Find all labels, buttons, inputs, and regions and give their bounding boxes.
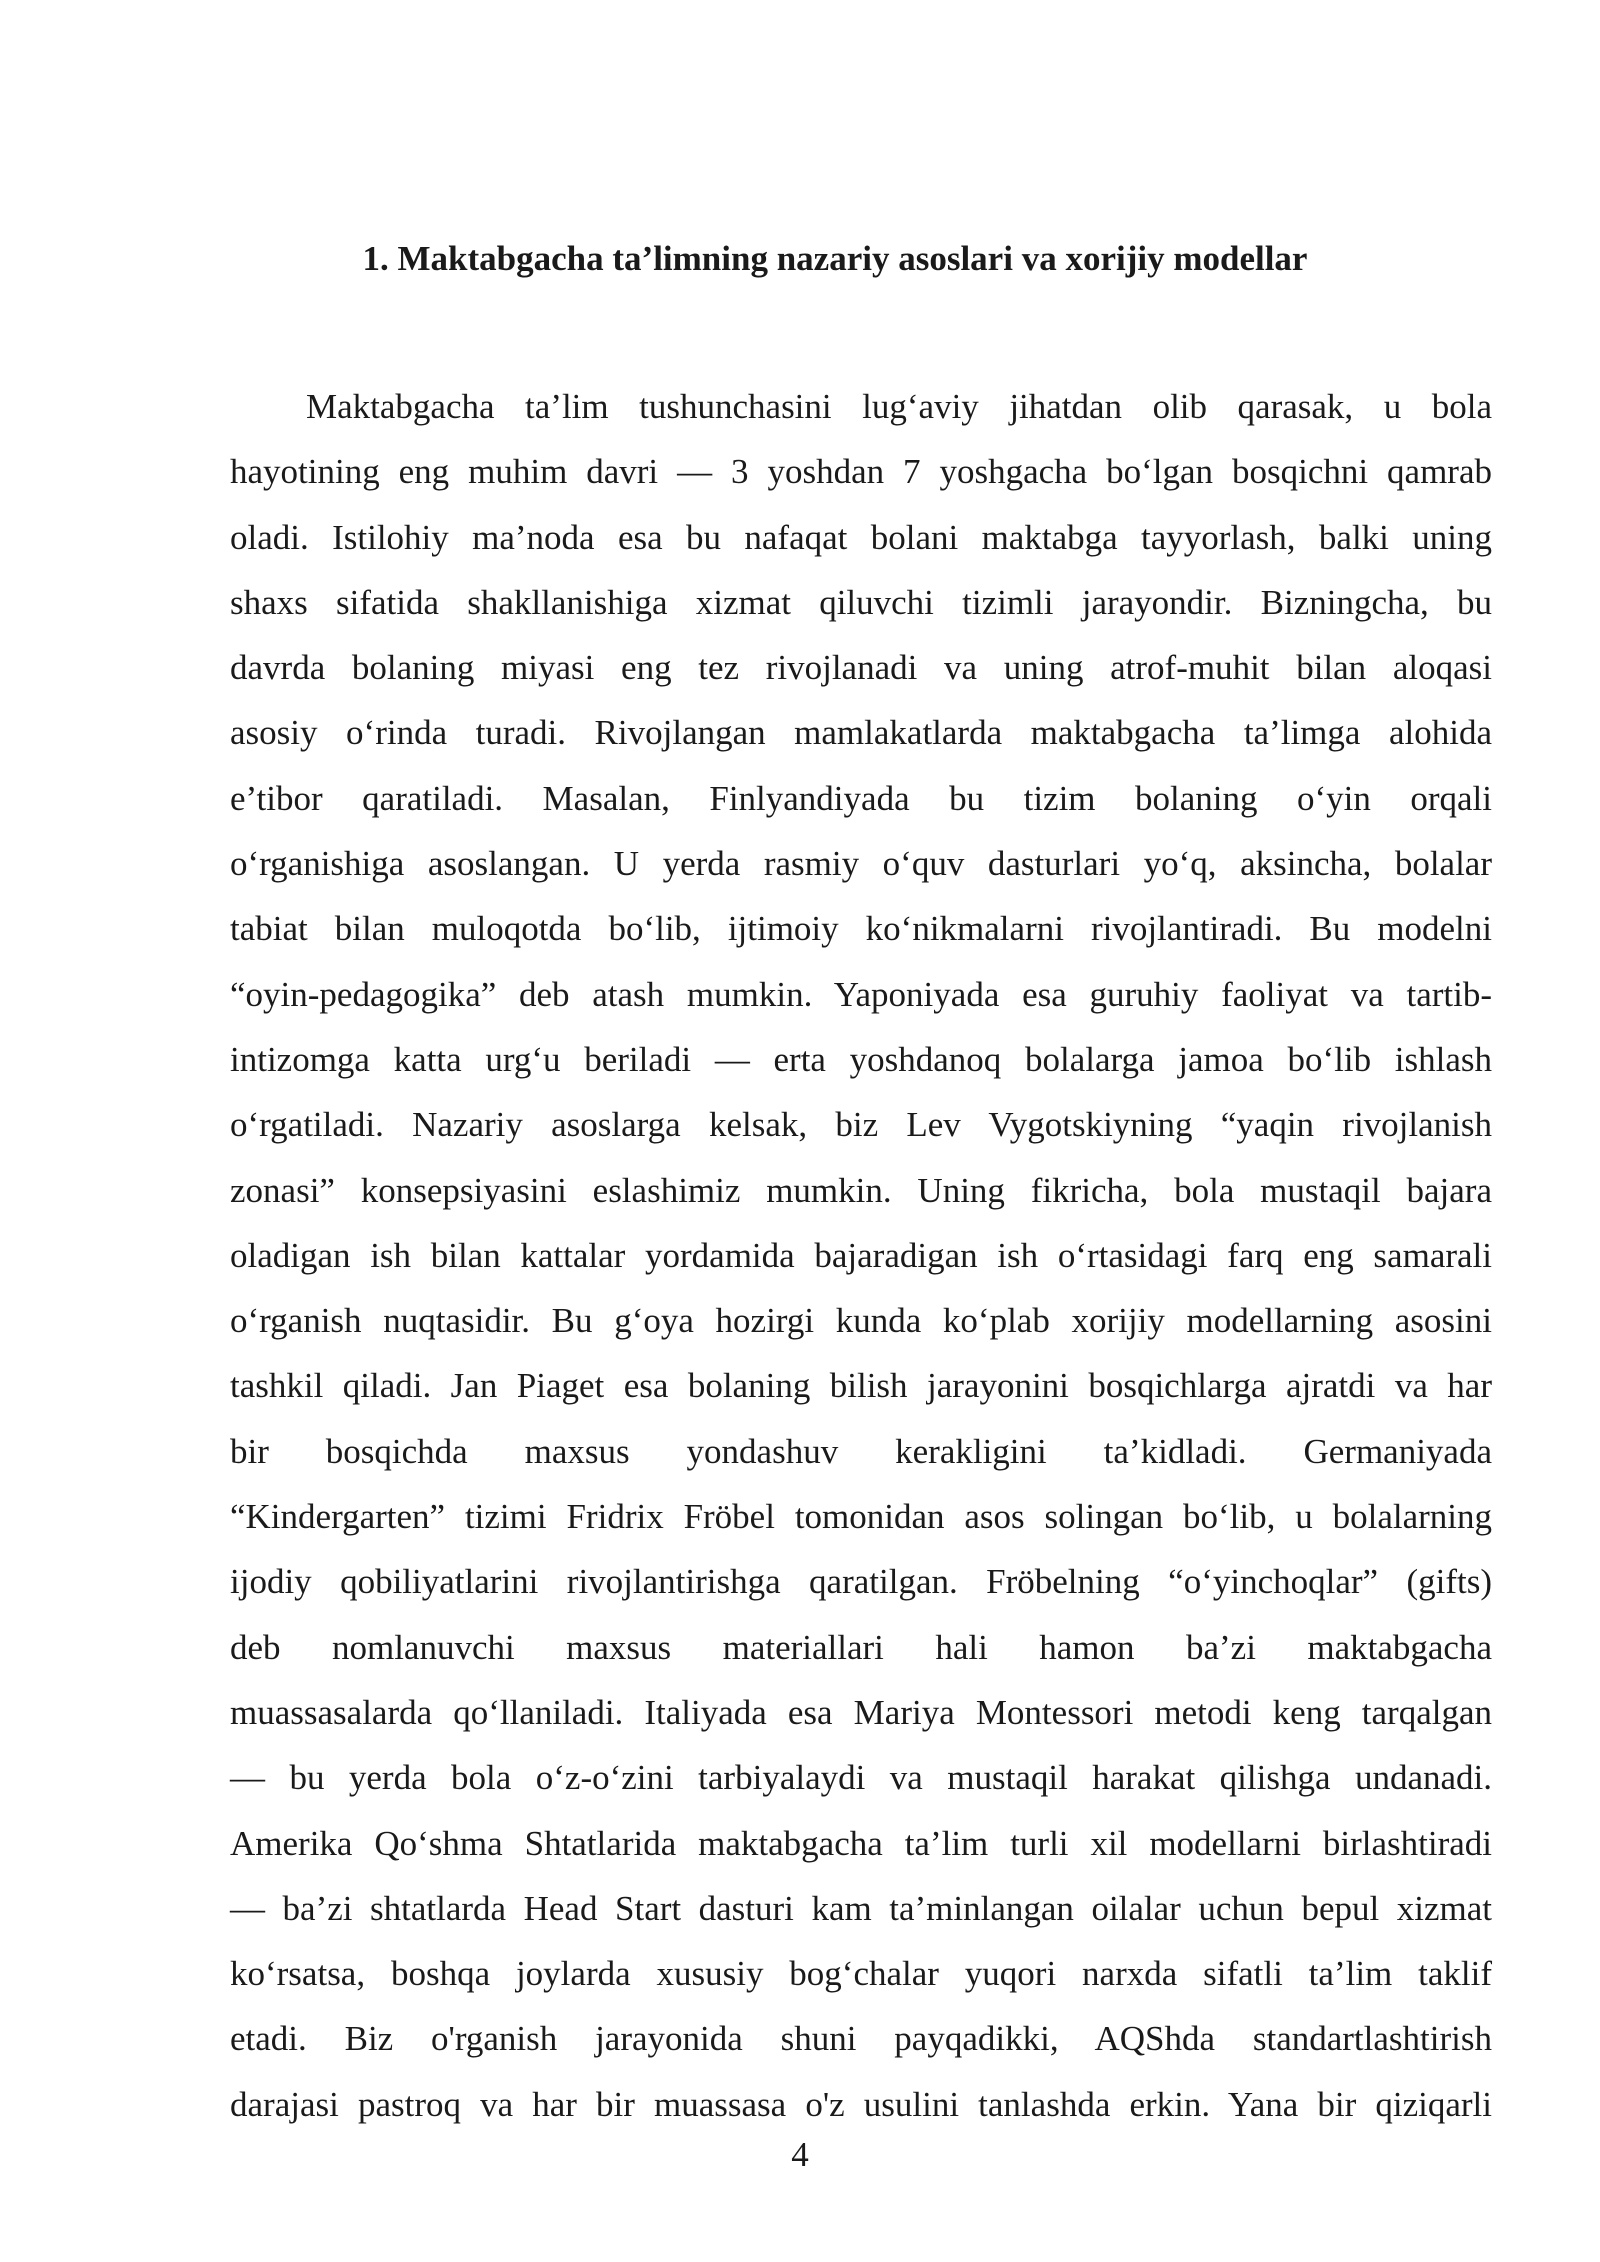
paragraph-line: oladi. Istilohiy ma’noda esa bu nafaqat bolani maktabga tayyorlash, balki uning — [230, 517, 1492, 557]
paragraph-line: intizomga katta urg‘u beriladi — erta yoshdanoq bolalarga jamoa bo‘lib ishlash — [230, 1039, 1492, 1079]
paragraph-line: davrda bolaning miyasi eng tez rivojlanadi va uning atrof-muhit bilan aloqasi — [230, 648, 1492, 688]
paragraph-line: asosiy o‘rinda turadi. Rivojlangan mamlakatlarda maktabgacha ta’limga alohida — [230, 713, 1492, 753]
paragraph-line: ijodiy qobiliyatlarini rivojlantirishga qaratilgan. Fröbelning “o‘yinchoqlar” (gifts) — [230, 1562, 1492, 1602]
paragraph-line: “oyin-pedagogika” deb atash mumkin. Yaponiyada esa guruhiy faoliyat va tartib- — [230, 974, 1492, 1014]
paragraph-line: “Kindergarten” tizimi Fridrix Fröbel tomonidan asos solingan bo‘lib, u bolalarning — [230, 1497, 1492, 1537]
paragraph-line: e’tibor qaratiladi. Masalan, Finlyandiyada bu tizim bolaning o‘yin orqali — [230, 778, 1492, 818]
paragraph-line: hayotining eng muhim davri — 3 yoshdan 7 yoshgacha bo‘lgan bosqichni qamrab — [230, 452, 1492, 492]
paragraph-line: ko‘rsatsa, boshqa joylarda xususiy bog‘chalar yuqori narxda sifatli ta’lim taklif — [230, 1954, 1492, 1994]
paragraph-line: zonasi” konsepsiyasini eslashimiz mumkin. Uning fikricha, bola mustaqil bajara — [230, 1170, 1492, 1210]
paragraph-line: muassasalarda qo‘llaniladi. Italiyada esa Mariya Montessori metodi keng tarqalgan — [230, 1692, 1492, 1732]
paragraph-line: tabiat bilan muloqotda bo‘lib, ijtimoiy ko‘nikmalarni rivojlantiradi. Bu modelni — [230, 909, 1492, 949]
paragraph-line: o‘rganish nuqtasidir. Bu g‘oya hozirgi kunda ko‘plab xorijiy modellarning asosini — [230, 1301, 1492, 1341]
paragraph-line: Amerika Qo‘shma Shtatlarida maktabgacha ta’lim turli xil modellarni birlashtiradi — [230, 1823, 1492, 1863]
paragraph-line: — ba’zi shtatlarda Head Start dasturi kam ta’minlangan oilalar uchun bepul xizmat — [230, 1888, 1492, 1928]
paragraph-line: etadi. Biz o'rganish jarayonida shuni payqadikki, AQShda standartlashtirish — [230, 2019, 1492, 2059]
paragraph-line: oladigan ish bilan kattalar yordamida bajaradigan ish o‘rtasidagi farq eng samarali — [230, 1235, 1492, 1275]
paragraph-line: deb nomlanuvchi maxsus materiallari hali hamon ba’zi maktabgacha — [230, 1627, 1492, 1667]
section-heading: 1. Maktabgacha ta’limning nazariy asoslari va xorijiy modellar — [362, 239, 1308, 278]
paragraph-line: bir bosqichda maxsus yondashuv kerakligini ta’kidladi. Germaniyada — [230, 1431, 1492, 1471]
paragraph-line: — bu yerda bola o‘z-o‘zini tarbiyalaydi va mustaqil harakat qilishga undanadi. — [230, 1758, 1492, 1798]
paragraph-line: shaxs sifatida shakllanishiga xizmat qiluvchi tizimli jarayondir. Bizningcha, bu — [230, 582, 1492, 622]
paragraph-line: tashkil qiladi. Jan Piaget esa bolaning bilish jarayonini bosqichlarga ajratdi va har — [230, 1366, 1492, 1406]
body-paragraph — [230, 374, 1492, 2137]
paragraph-line: Maktabgacha ta’lim tushunchasini lug‘aviy jihatdan olib qarasak, u bola — [306, 387, 1492, 426]
paragraph-line: o‘rgatiladi. Nazariy asoslarga kelsak, biz Lev Vygotskiyning “yaqin rivojlanish — [230, 1105, 1492, 1145]
paragraph-line: o‘rganishiga asoslangan. U yerda rasmiy o‘quv dasturlari yo‘q, aksincha, bolalar — [230, 844, 1492, 884]
page-number: 4 — [791, 2135, 809, 2174]
paragraph-line: darajasi pastroq va har bir muassasa o'z usulini tanlashda erkin. Yana bir qiziqarli — [230, 2084, 1492, 2124]
